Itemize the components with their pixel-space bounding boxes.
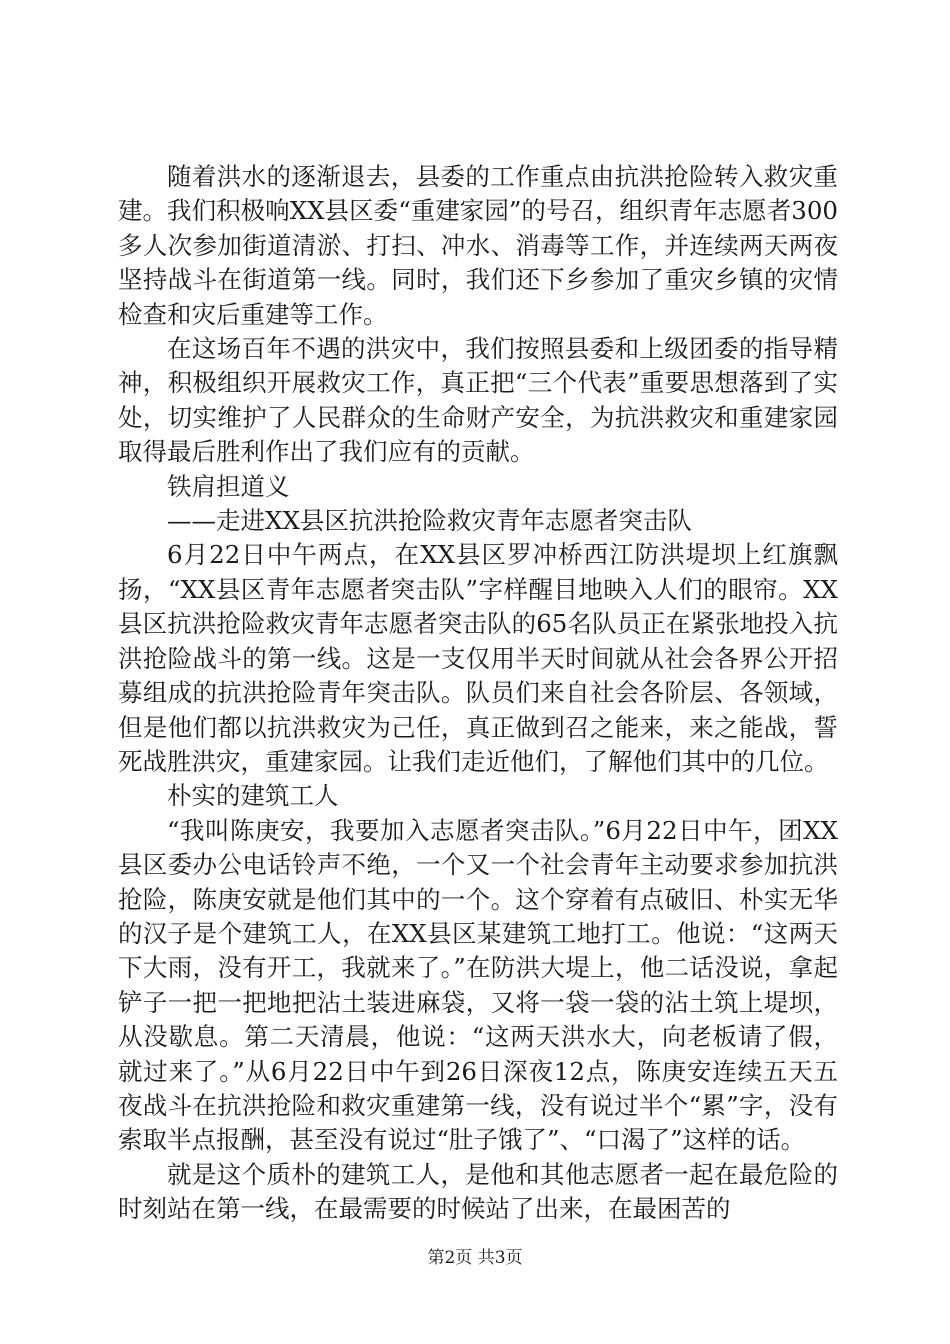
- section-heading: 朴实的建筑工人: [167, 781, 339, 811]
- paragraph-reconstruction: 随着洪水的逐渐退去，县委的工作重点由抗洪抢险转入救灾重建。我们积极响XX县区委“重建家园”的号召，组织青年志愿者300多人次参加街道清淤、打扫、冲水、消毒等工作，并连续两天两夜坚持战斗在街道第一线。同时，我们还下乡参加了重灾乡镇的灾情检查和灾后重建等工作。: [118, 162, 838, 329]
- paragraph-summary: 在这场百年不遇的洪灾中，我们按照县委和上级团委的指导精神，积极组织开展救灾工作，真正把“三个代表”重要思想落到了实处，切实维护了人民群众的生命财产安全，为抗洪救灾和重建家园取得最后胜利作出了我们应有的贡献。: [118, 334, 838, 467]
- paragraph-story: “我叫陈庚安，我要加入志愿者突击队。”6月22日中午，团XX县区委办公电话铃声不绝，一个又一个社会青年主动要求参加抗洪抢险，陈庚安就是他们其中的一个。这个穿着有点破旧、朴实无华的汉子是个建筑工人，在XX县区某建筑工地打工。他说：“这两天下大雨，没有开工，我就来了。”在防洪大堤上，他二话没说，拿起铲子一把一把地把沾土装进麻袋，又将一袋一袋的沾土筑上堤坝，从没歇息。第二天清晨，他说：“这两天洪水大，向老板请了假，就过来了。”从6月22日中午到26日深夜12点，陈庚安连续五天五夜战斗在抗洪抢险和救灾重建第一线，没有说过半个“累”字，没有索取半点报酬，甚至没有说过“肚子饿了”、“口渴了”这样的话。: [118, 815, 838, 1155]
- page-footer: 第2页 共3页: [427, 1248, 523, 1268]
- paragraph-intro: 6月22日中午两点，在XX县区罗冲桥西江防洪堤坝上红旗飘扬，“XX县区青年志愿者突击队”字样醒目地映入人们的眼帘。XX县区抗洪抢险救灾青年志愿者突击队的65名队员正在紧张地投入抗洪抢险战斗的第一线。这是一支仅用半天时间就从社会各界公开招募组成的抗洪抢险青年突击队。队员们来自社会各阶层、各领域，但是他们都以抗洪救灾为己任，真正做到召之能来，来之能战，誓死战胜洪灾，重建家园。让我们走近他们，了解他们其中的几位。: [118, 540, 838, 776]
- article-subtitle: ——走进XX县区抗洪抢险救灾青年志愿者突击队: [167, 506, 692, 536]
- paragraph-continued: 就是这个质朴的建筑工人，是他和其他志愿者一起在最危险的时刻站在第一线，在最需要的时候站了出来，在最困苦的: [118, 1159, 838, 1224]
- document-body: [118, 160, 838, 1227]
- article-title: 铁肩担道义: [167, 471, 290, 501]
